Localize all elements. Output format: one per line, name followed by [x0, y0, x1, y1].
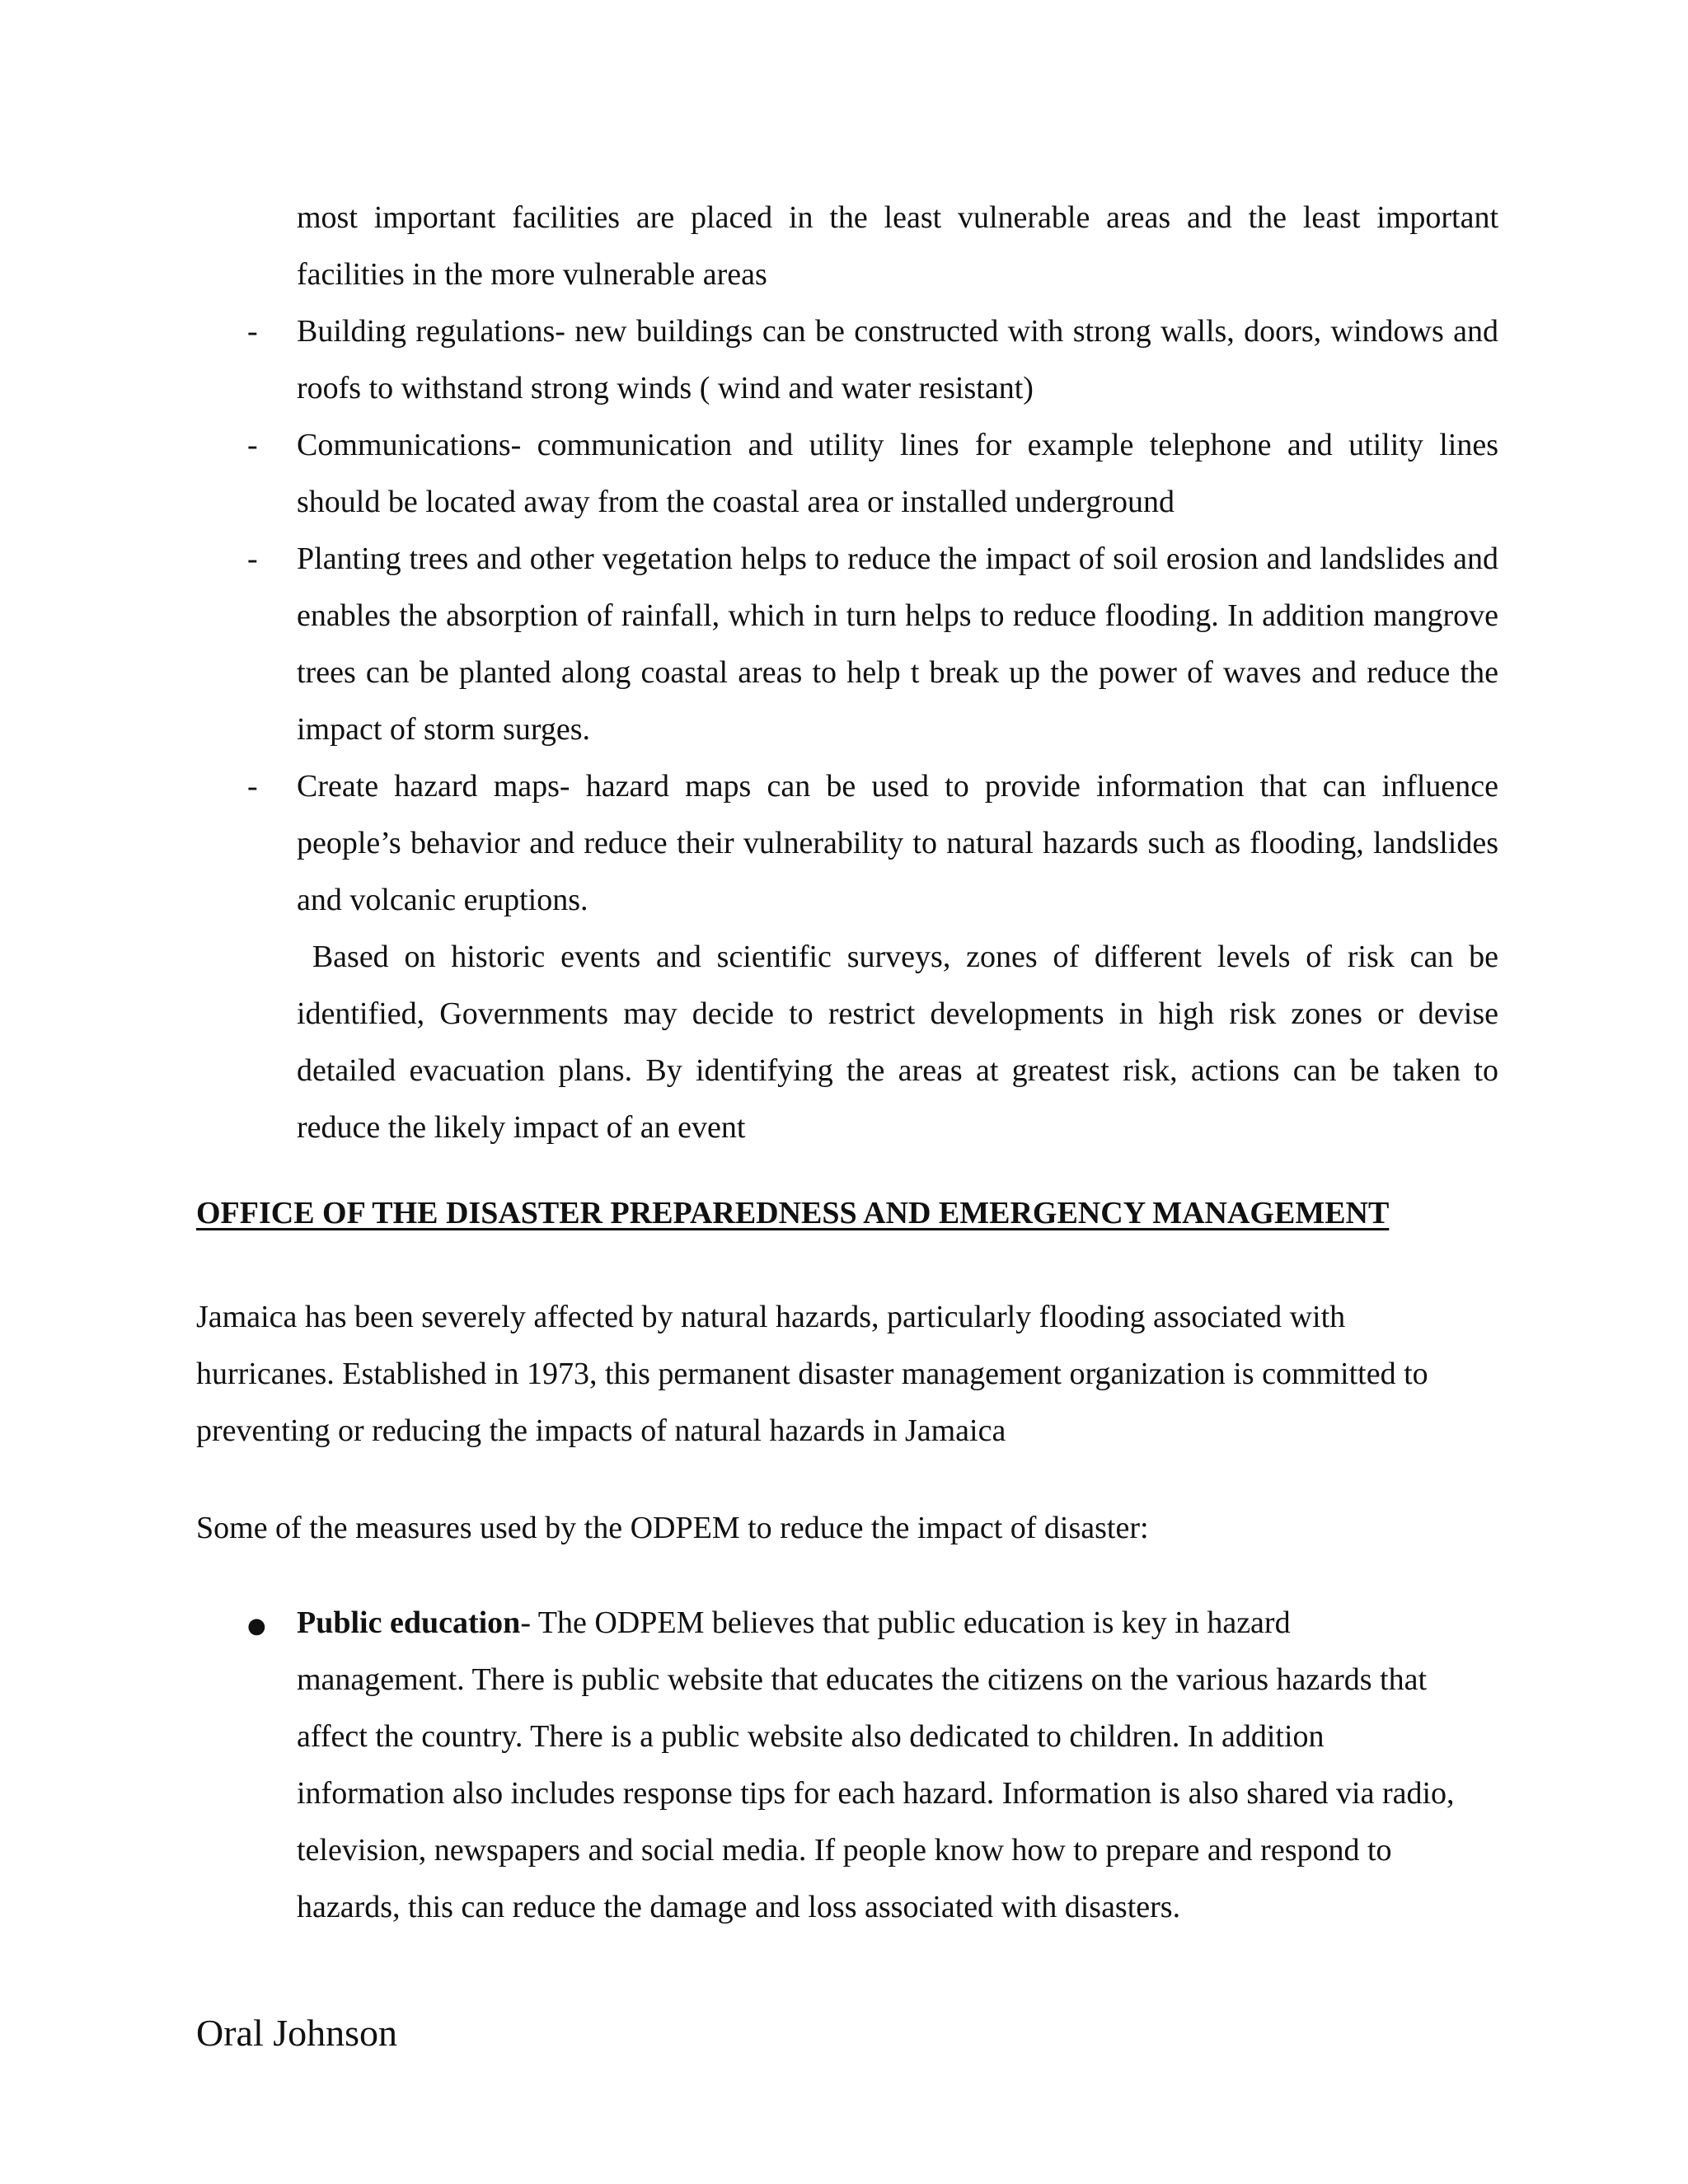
bullet-text: - The ODPEM believes that public education is key in hazard management. There is public website that educates the citizens on the various hazards that affect the country. There is a public website also dedicated to children. In addition information also includes response tips for each hazard. Information is also shared via radio, television, newspapers and social media. If people know how to prepare and respond to hazards, this can reduce the damage and loss associated with disasters. [297, 1605, 1455, 1924]
section-heading: OFFICE OF THE DISASTER PREPAREDNESS AND EMERGENCY MANAGEMENT [196, 1196, 1390, 1230]
measures-lead-paragraph: Some of the measures used by the ODPEM to reduce the impact of disaster: [196, 1511, 1149, 1545]
footer-author: Oral Johnson [196, 2012, 398, 2054]
list-item-building-regulations [196, 303, 1498, 417]
hazard-maps-followup-text: Based on historic events and scientific surveys, zones of different levels of risk can be identified, Governments may decide to restrict developments in high risk zones or devise detailed evacuation plans. By identifying the areas at greatest risk, actions can be taken to reduce the likely impact of an event [297, 940, 1498, 1145]
intro-paragraph: Jamaica has been severely affected by natural hazards, particularly flooding associated with hurricanes. Established in 1973, this permanent disaster management organization is committed to preventing or reducing the impacts of natural hazards in Jamaica [196, 1300, 1428, 1448]
dash-marker: - [247, 541, 258, 576]
list-item-text: Building regulations- new buildings can be constructed with strong walls, doors, windows and roofs to withstand strong winds ( wind and water resistant) [297, 314, 1498, 405]
list-item-text: Planting trees and other vegetation helps to reduce the impact of soil erosion and landslides and enables the absorption of rainfall, which in turn helps to reduce flooding. In addition mangrove trees can be planted along coastal areas to help t break up the power of waves and reduce the impact of storm surges. [297, 541, 1498, 747]
bullet-icon [247, 1595, 266, 1655]
bullet-term: Public education [297, 1605, 521, 1640]
hazard-maps-followup-paragraph [196, 929, 1498, 1156]
list-item-public-education [196, 1595, 1459, 1936]
measures-dash-list [196, 190, 1498, 1156]
list-item-communications [196, 417, 1498, 531]
dash-marker: - [247, 428, 258, 462]
list-item-planting-trees [196, 531, 1498, 758]
dash-marker: - [247, 314, 258, 349]
continuation-paragraph: most important facilities are placed in the least vulnerable areas and the least important facilities in the more vulnerable areas [297, 200, 1498, 292]
odpem-measures-list [196, 1595, 1498, 1936]
list-item-text: Create hazard maps- hazard maps can be used to provide information that can influence people’s behavior and reduce their vulnerability to natural hazards such as flooding, landslides and volcanic eruptions. [297, 769, 1498, 917]
list-item-text: Communications- communication and utility lines for example telephone and utility lines should be located away from the coastal area or installed underground [297, 428, 1498, 519]
dash-marker: - [247, 769, 258, 804]
list-item-hazard-maps [196, 758, 1498, 929]
